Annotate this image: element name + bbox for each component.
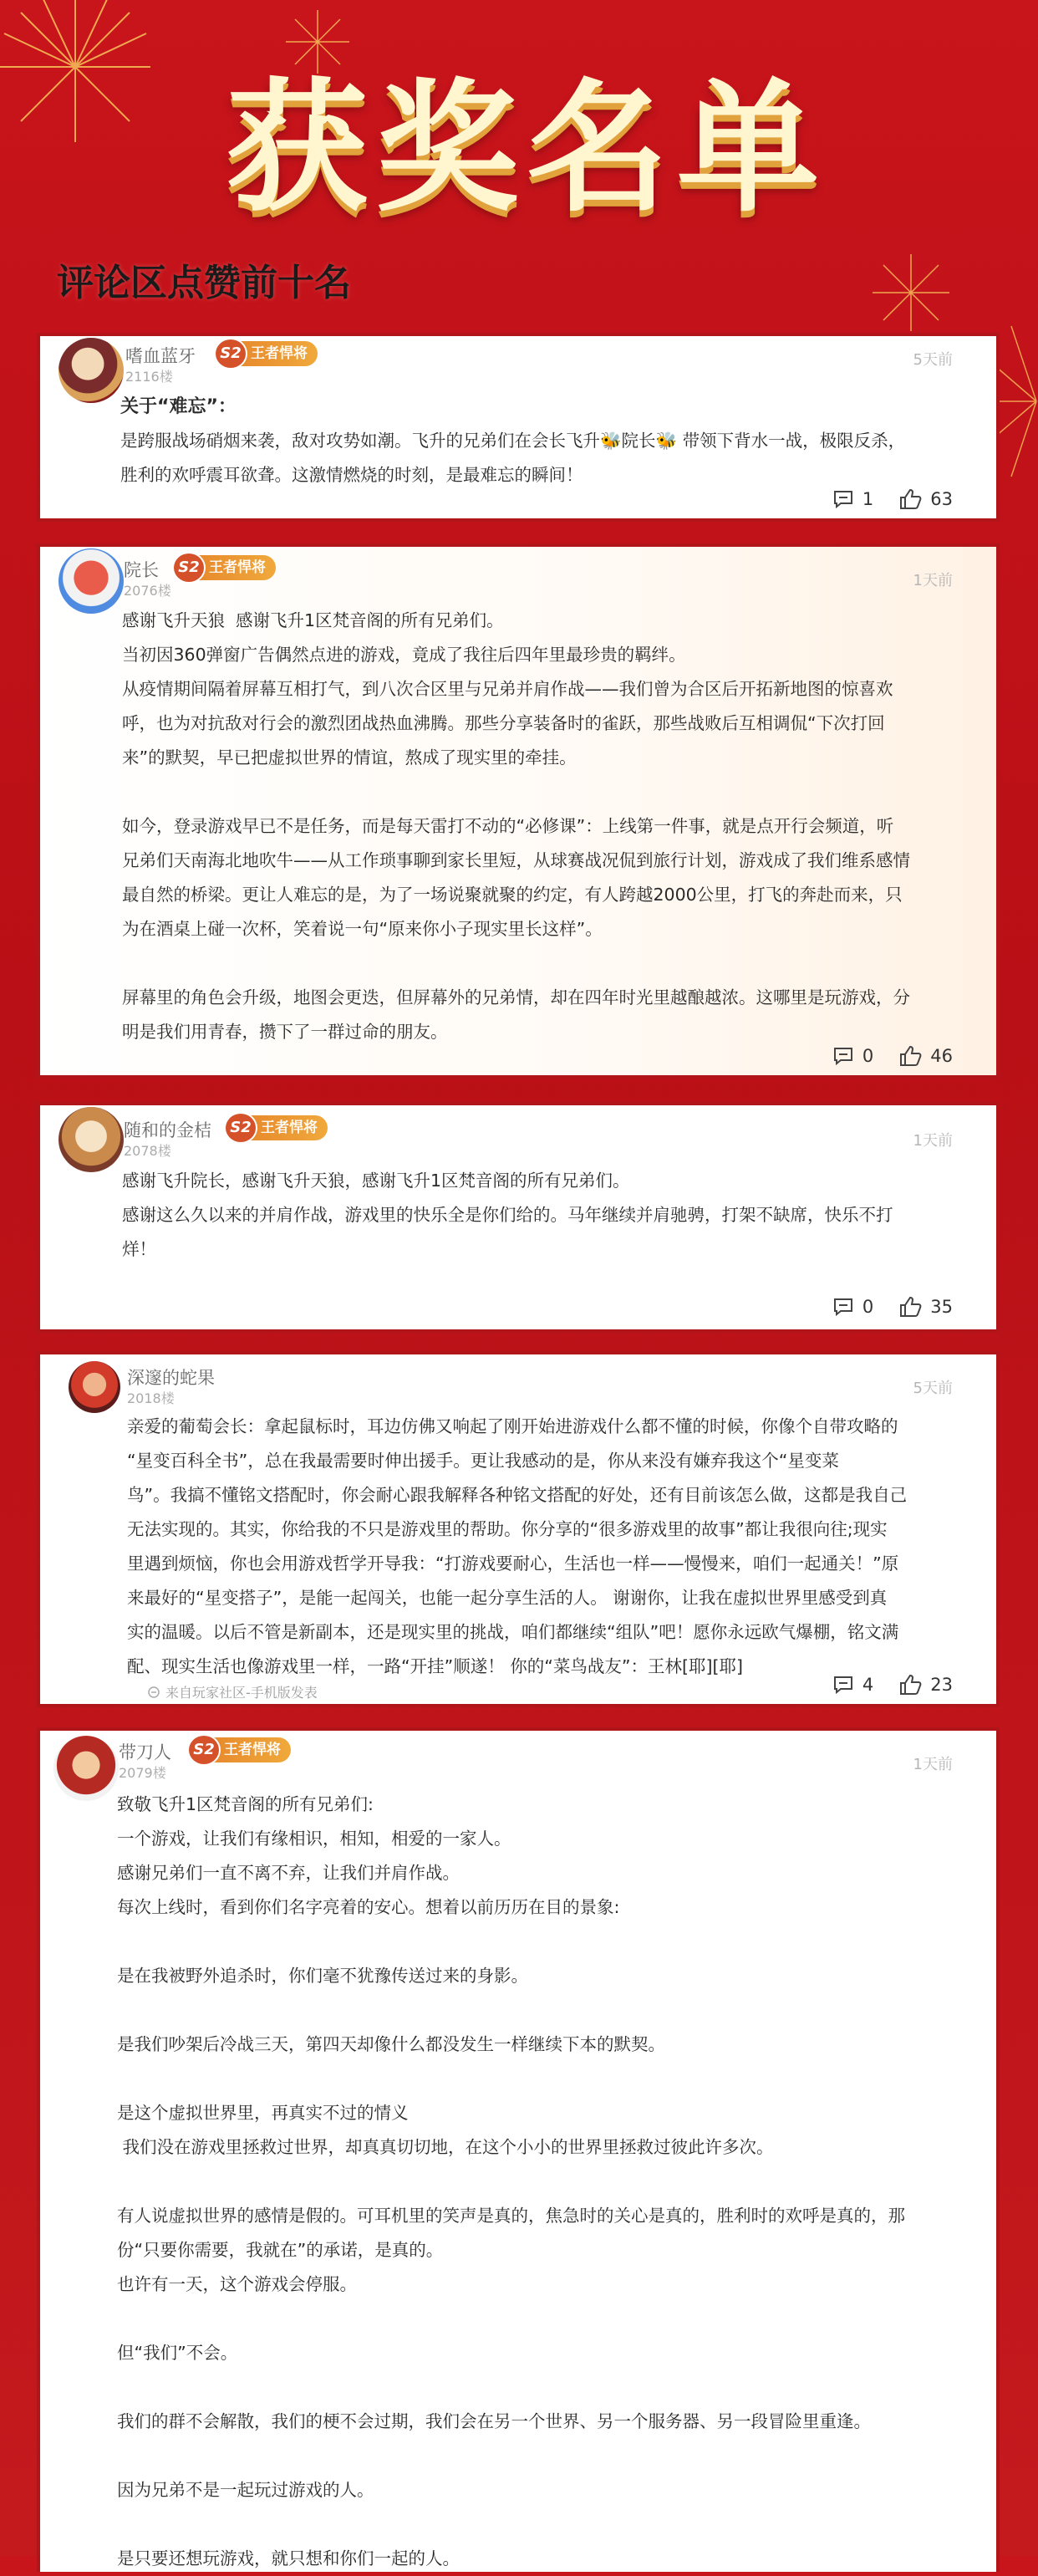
comment-line: 里遇到烦恼，你也会用游戏哲学开导我：“打游戏要耐心，生活也一样——慢慢来，咱们一起通关！”原 — [127, 1553, 899, 1574]
comment-line — [117, 2370, 954, 2405]
comment-line: 一个游戏，让我们有缘相识，相知，相爱的一家人。 — [117, 1829, 511, 1849]
section-title: 评论区点赞前十名 — [57, 262, 351, 304]
comment-line: 是只要还想玩游戏，就只想和你们一起的人。 — [117, 2548, 460, 2568]
comment-line: 感谢这么久以来的并肩作战，游戏里的快乐全是你们给的。马年继续并肩驰骋，打架不缺席，快乐不打 — [122, 1205, 893, 1225]
post-source-text: 来自玩家社区-手机版发表 — [165, 1685, 318, 1701]
badge-label: 王者悍将 — [224, 1742, 281, 1758]
username[interactable]: 院长 — [124, 560, 159, 580]
comment-line: 是跨服战场硝烟来袭，敌对攻势如潮。飞升的兄弟们在会长飞升🐝院长🐝 带领下背水一战，极限反杀， — [120, 431, 906, 451]
comment-icon — [832, 489, 854, 509]
comment-line: 亲爱的葡萄会长：拿起鼠标时，耳边仿佛又响起了刚开始进游戏什么都不懂的时候，你像个自带攻略的 — [127, 1416, 898, 1436]
post-time: 1天前 — [913, 1132, 953, 1150]
like-count: 46 — [930, 1046, 953, 1066]
thumbs-up-icon — [898, 1296, 922, 1318]
link-icon — [147, 1686, 160, 1699]
comment-line: 来最好的“星变搭子”，是能一起闯关，也能一起分享生活的人。 谢谢你，让我在虚拟世界里感受到真 — [127, 1588, 888, 1608]
comment-count: 1 — [862, 489, 874, 509]
comment-line: 鸟”。我搞不懂铭文搭配时，你会耐心跟我解释各种铭文搭配的好处，还有目前该怎么做，这都是我自己 — [127, 1485, 908, 1505]
comment-line: 实的温暖。以后不管是新副本，还是现实里的挑战，咱们都继续“组队”吧！愿你永远欧气爆棚，铭文满 — [127, 1622, 899, 1642]
comment-actions — [832, 1045, 953, 1067]
like-count: 35 — [930, 1297, 953, 1317]
like-button[interactable] — [898, 488, 953, 510]
comment-body — [117, 1788, 954, 2576]
avatar — [59, 338, 124, 403]
comment-line: “星变百科全书”，总在我最需要时伸出援手。更让我感动的是，你从来没有嫌弃我这个“星变菜 — [127, 1451, 839, 1471]
comment-line: 有人说虚拟世界的感情是假的。可耳机里的笑声是真的，焦急时的关心是真的，胜利时的欢呼是真的，那 — [117, 2206, 905, 2226]
comment-line: 当初因360弹窗广告偶然点进的游戏，竟成了我往后四年里最珍贵的羁绊。 — [122, 645, 686, 665]
post-time: 5天前 — [913, 1380, 953, 1397]
comment-card — [37, 1727, 1000, 2572]
banner — [0, 0, 1038, 251]
comment-icon — [832, 1297, 854, 1317]
badge-label: 王者悍将 — [261, 1120, 318, 1136]
comment-line: 配、现实生活也像游戏里一样，一路“开挂”顺遂！ 你的“菜鸟战友”：王林[耶][耶] — [127, 1656, 743, 1676]
post-time: 5天前 — [913, 351, 953, 369]
banner-title: 获奖名单 — [225, 66, 827, 232]
comment-line — [122, 946, 954, 981]
badge-level-icon: S2 — [172, 552, 206, 584]
username[interactable]: 带刀人 — [119, 1742, 171, 1762]
level-badge — [174, 555, 276, 580]
comment-line: 感谢飞升天狼 感谢飞升1区梵音阁的所有兄弟们。 — [122, 610, 504, 630]
badge-level-icon: S2 — [214, 338, 247, 370]
post-time: 1天前 — [913, 572, 953, 589]
username[interactable]: 嗜血蓝牙 — [125, 346, 196, 366]
level-badge — [216, 341, 318, 366]
floor-number: 2116楼 — [125, 369, 173, 385]
avatar — [59, 1107, 124, 1172]
comment-card — [37, 1351, 1000, 1707]
comment-line: 我们的群不会解散，我们的梗不会过期，我们会在另一个世界、另一个服务器、另一段冒险里重逢。 — [117, 2411, 871, 2431]
badge-level-icon: S2 — [187, 1734, 221, 1766]
comment-card — [37, 543, 1000, 1079]
comment-line: 兄弟们天南海北地吹牛——从工作琐事聊到家长里短，从球赛战况侃到旅行计划，游戏成了我们维系感情 — [122, 850, 910, 870]
comment-line: 份“只要你需要，我就在”的承诺，是真的。 — [117, 2240, 444, 2260]
badge-level-icon: S2 — [224, 1112, 257, 1144]
post-source — [147, 1682, 318, 1701]
comment-line: 是我们吵架后冷战三天，第四天却像什么都没发生一样继续下本的默契。 — [117, 2034, 665, 2054]
comment-line: 关于“难忘”： — [120, 396, 237, 417]
comment-line — [117, 2165, 954, 2199]
comment-line — [117, 1925, 954, 1959]
comment-line — [117, 2439, 954, 2473]
comment-actions — [832, 1296, 953, 1318]
comment-line — [122, 775, 954, 809]
comment-line: 无法实现的。其实，你给我的不只是游戏里的帮助。你分享的“很多游戏里的故事”都让我很向往;现实 — [127, 1519, 888, 1539]
comment-actions — [832, 488, 953, 510]
badge-label: 王者悍将 — [251, 345, 308, 362]
comment-line: 为在酒桌上碰一次杯，笑着说一句“原来你小子现实里长这样”。 — [122, 919, 603, 939]
reply-button[interactable] — [832, 489, 873, 509]
level-badge — [226, 1115, 328, 1140]
comment-line: 呼，也为对抗敌对行会的激烈团战热血沸腾。那些分享装备时的雀跃，那些战败后互相调侃“下次打回 — [122, 713, 885, 733]
comment-card — [37, 333, 1000, 522]
comment-line: 最自然的桥梁。更让人难忘的是，为了一场说聚就聚的约定，有人跨越2000公里，打飞的奔赴而来，只 — [122, 885, 903, 905]
badge-label: 王者悍将 — [209, 559, 266, 576]
comment-line: 是在我被野外追杀时，你们毫不犹豫传送过来的身影。 — [117, 1966, 528, 1986]
floor-number: 2079楼 — [119, 1765, 166, 1781]
avatar — [53, 1736, 119, 1801]
like-button[interactable] — [898, 1296, 953, 1318]
post-time: 1天前 — [913, 1756, 953, 1773]
username[interactable]: 随和的金桔 — [124, 1120, 211, 1140]
comment-line: 烊！ — [122, 1239, 156, 1259]
comment-count: 0 — [862, 1046, 874, 1066]
floor-number: 2018楼 — [127, 1390, 175, 1406]
like-count: 23 — [930, 1675, 953, 1695]
comment-line: 但“我们”不会。 — [117, 2343, 238, 2363]
like-count: 63 — [930, 489, 953, 509]
avatar — [59, 548, 124, 614]
comment-line: 感谢兄弟们一直不离不弃，让我们并肩作战。 — [117, 1863, 460, 1883]
reply-button[interactable] — [832, 1046, 873, 1066]
thumbs-up-icon — [898, 488, 922, 510]
avatar — [69, 1361, 120, 1413]
comment-line — [117, 2302, 954, 2336]
comment-line — [117, 2507, 954, 2542]
like-button[interactable] — [898, 1045, 953, 1067]
comment-line: 也许有一天，这个游戏会停服。 — [117, 2274, 357, 2294]
comment-count: 0 — [862, 1297, 874, 1317]
comment-line: 感谢飞升院长，感谢飞升天狼，感谢飞升1区梵音阁的所有兄弟们。 — [122, 1171, 630, 1191]
level-badge — [189, 1737, 291, 1762]
comment-icon — [832, 1675, 854, 1695]
comment-line: 致敬飞升1区梵音阁的所有兄弟们: — [117, 1794, 374, 1814]
reply-button[interactable] — [832, 1297, 873, 1317]
comment-actions — [832, 1674, 953, 1696]
floor-number: 2076楼 — [124, 583, 171, 599]
comment-line: 屏幕里的角色会升级，地图会更迭，但屏幕外的兄弟情，却在四年时光里越酿越浓。这哪里是玩游戏，分 — [122, 987, 910, 1007]
comment-card — [37, 1102, 1000, 1333]
username[interactable]: 深邃的蛇果 — [127, 1368, 215, 1388]
comment-line: 如今，登录游戏早已不是任务，而是每天雷打不动的“必修课”：上线第一件事，就是点开行会频道，听 — [122, 816, 894, 836]
comment-body — [122, 1164, 954, 1267]
comment-line — [117, 1993, 954, 2028]
firework-decoration-right — [869, 251, 953, 334]
comment-body — [120, 390, 954, 492]
comment-line: 因为兄弟不是一起玩过游戏的人。 — [117, 2480, 374, 2500]
like-button[interactable] — [898, 1674, 953, 1696]
comment-line: 明是我们用青春，攒下了一群过命的朋友。 — [122, 1022, 448, 1042]
comment-line: 是这个虚拟世界里，再真实不过的情义 — [117, 2103, 409, 2123]
comment-line: 胜利的欢呼震耳欲聋。这激情燃烧的时刻，是最难忘的瞬间！ — [120, 465, 583, 485]
comment-body — [122, 604, 954, 1049]
comment-line: 从疫情期间隔着屏幕互相打气，到八次合区里与兄弟并肩作战——我们曾为合区后开拓新地图的惊喜欢 — [122, 679, 893, 699]
comment-icon — [832, 1046, 854, 1066]
comment-body — [127, 1410, 954, 1684]
firework-decoration-left — [0, 0, 159, 150]
comment-line: 来”的默契，早已把虚拟世界的情谊，熬成了现实里的牵挂。 — [122, 747, 577, 768]
comment-line: 每次上线时，看到你们名字亮着的安心。想着以前历历在目的景象: — [117, 1897, 620, 1917]
comment-line — [117, 2062, 954, 2096]
comment-line: 我们没在游戏里拯救过世界，却真真切切地，在这个小小的世界里拯救过彼此许多次。 — [117, 2137, 774, 2157]
thumbs-up-icon — [898, 1045, 922, 1067]
thumbs-up-icon — [898, 1674, 922, 1696]
comment-count: 4 — [862, 1675, 874, 1695]
reply-button[interactable] — [832, 1675, 873, 1695]
floor-number: 2078楼 — [124, 1143, 171, 1159]
